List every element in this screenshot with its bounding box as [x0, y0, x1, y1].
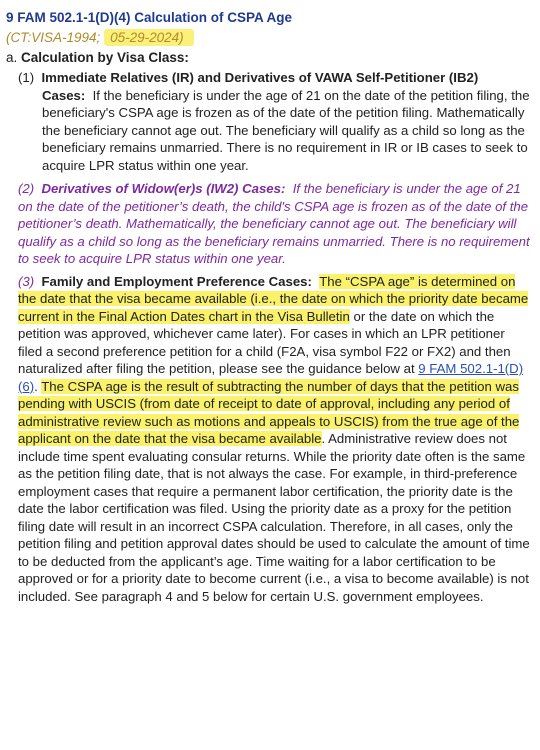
ct-date-highlighted: 05-29-2024): [104, 29, 194, 46]
paragraph-3-number: (3): [18, 273, 35, 289]
paragraph-3-text-1: or the date on which the petition was approved, whichever came later). For cases in which an LPR petitioner filed a second preference petition for a child (F2A, visa symbol F22 or FX2) and then naturalized after filing the petition, please see the guidance below at: [18, 308, 511, 376]
paragraph-3-text-3: . Administrative review does not include time spent evaluating consular returns. While the priority date often is the same as the petition filing date, that is not always the case. For example, in third-preference employment cases that require a permanent labor certification, the priority date is the date the labor certification was filed. Using the priority date as a proxy for the petition filing date will result in an incorrect CSPA calculation. Therefore, in all cases, only the petition filing and petition approval dates should be used to calculate the amount of time to be deducted from the applicant’s age. Time waiting for a labor certification to be approved or for a priority date to become current (i.e., a visa to become available) is not included. See paragraph 4 and 5 below for certain U.S. government employees.: [18, 431, 530, 604]
subsection-letter: a.: [6, 50, 18, 65]
subsection-a-heading: [6, 48, 532, 67]
paragraph-1-heading: Immediate Relatives (IR) and Derivatives of VAWA Self-Petitioner (IB2) Cases:: [41, 70, 479, 103]
paragraph-3-text-2: .: [34, 378, 42, 394]
highlighted-passage-2: The CSPA age is the result of subtracting the number of days that the petition was pending with USCIS (from date of receipt to date of approval, including any period of administrative review such as motions and appeals to USCIS) from the true age of the applicant on the date that the visa became available: [18, 378, 520, 446]
paragraph-3: [6, 273, 532, 606]
cross-reference-link[interactable]: 9 FAM 502.1-1(D)(6): [18, 361, 524, 394]
paragraph-2-heading: Derivatives of Widow(er)s (IW2) Cases:: [41, 181, 286, 196]
change-transmittal: [6, 27, 532, 48]
paragraph-1-number: (1): [18, 70, 35, 85]
paragraph-2: [6, 180, 532, 268]
ct-prefix: (CT:VISA-1994;: [6, 30, 101, 45]
paragraph-2-body: If the beneficiary is under the age of 21 on the date of the petitioner’s death, the child's CSPA age is frozen as of the date of the petitioner’s death. Mathematically, the beneficiary cannot age out. The beneficiary will qualify as a child so long as the beneficiary remains unmarried. There is no requirement to seek to acquire LPR status within one year.: [18, 181, 530, 266]
paragraph-1-body: If the beneficiary is under the age of 21 on the date of the petition filing, the beneficiary's CSPA age is frozen as of the date of the petition filing. Mathematically the beneficiary cannot age out. The beneficiary will qualify as a child so long as the beneficiary remains unmarried. There is no requirement in IR or IB cases to seek to acquire LPR status within one year.: [42, 87, 530, 173]
highlighted-passage-1: The “CSPA age” is determined on the date that the visa became available (i.e., the date on which the priority date became current in the Final Action Dates chart in the Visa Bulletin: [18, 273, 529, 324]
subsection-heading-text: Calculation by Visa Class:: [21, 50, 189, 65]
section-title: 9 FAM 502.1-1(D)(4) Calculation of CSPA Age: [6, 10, 293, 25]
paragraph-2-number: (2): [18, 181, 35, 196]
paragraph-1: [6, 69, 532, 174]
paragraph-3-heading: Family and Employment Preference Cases:: [41, 273, 312, 289]
